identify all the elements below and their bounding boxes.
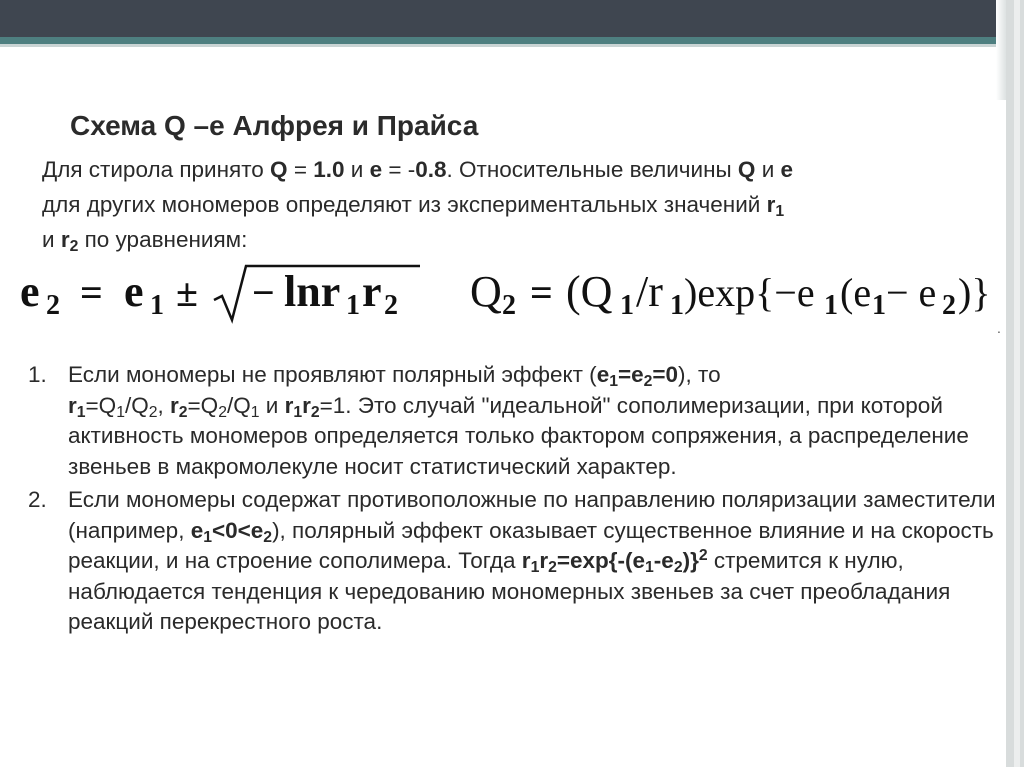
svg-text:1: 1 [150,290,164,321]
top-accent-stripe [0,37,1024,44]
top-light-stripe [0,44,1024,47]
svg-text:2: 2 [942,290,956,321]
svg-text:− e: − e [886,270,937,315]
svg-text:r: r [362,267,382,316]
right-border [1006,0,1024,767]
svg-text:1: 1 [670,290,684,321]
slide-title: Схема Q –е Алфрея и Прайса [70,110,479,141]
svg-text:=: = [80,270,103,315]
formulas-svg [0,262,1010,324]
formulas-block [0,262,1010,324]
svg-text:(e: (e [840,270,872,315]
stray-mark: . [997,320,1001,336]
list-number: 1. [28,362,47,387]
svg-text:2: 2 [46,290,60,321]
svg-text:)exp{−e: )exp{−e [684,270,815,315]
svg-text:1: 1 [824,290,838,321]
svg-text:)}: )} [958,270,991,315]
svg-text:lnr: lnr [284,267,341,316]
svg-text:e: e [124,267,144,316]
svg-text:=: = [530,270,553,315]
svg-text:2: 2 [384,290,398,321]
intro-paragraph: Для стирола принято Q = 1.0 и e = -0.8. Относительные величины Q и e для других мономеров определяют из экспериментальных значений $r_1$ и $r_2$ по уравнениям: [42,157,794,255]
top-bar [0,0,1024,37]
list-number: 2. [28,487,47,512]
svg-text:(Q: (Q [566,267,613,316]
list-item: 2. Если мономеры содержат противоположные по направлению поляризации заместители (например, $e_1<0<e_2$), полярный эффект оказывает существенное влияние и на скорость реакции, и на строение сополимера. Тогда $r_1r_2=\exp\{-(e_1-e_2)\}^2$ стремится к нулю, наблюдается тенденция к чередованию мономерных звеньев за счет преобладания реакций перекрестного роста. [28,487,996,634]
formula-e2: e [20,267,40,316]
svg-text:1: 1 [346,290,360,321]
svg-text:/r: /r [636,267,663,316]
list-item: 1. Если мономеры не проявляют полярный эффект $(e_1=e_2=0)$, то $r_1=Q_1/Q_2$, $r_2=Q_2/Q_1$ и $r_1r_2=1$. Это случай "идеальной" сополимеризации, при которой активность мономеров определяется только фактором сопряжения, а распределение звеньев в макромолекуле носит статистический характер. [28,362,969,479]
svg-text:1: 1 [872,290,886,321]
svg-text:2: 2 [502,290,516,321]
svg-text:−: − [252,270,275,315]
formula-q2: Q [470,267,502,316]
svg-text:1: 1 [620,290,634,321]
right-corner-shade [996,0,1006,100]
numbered-list [28,360,998,641]
svg-text:±: ± [176,270,198,315]
